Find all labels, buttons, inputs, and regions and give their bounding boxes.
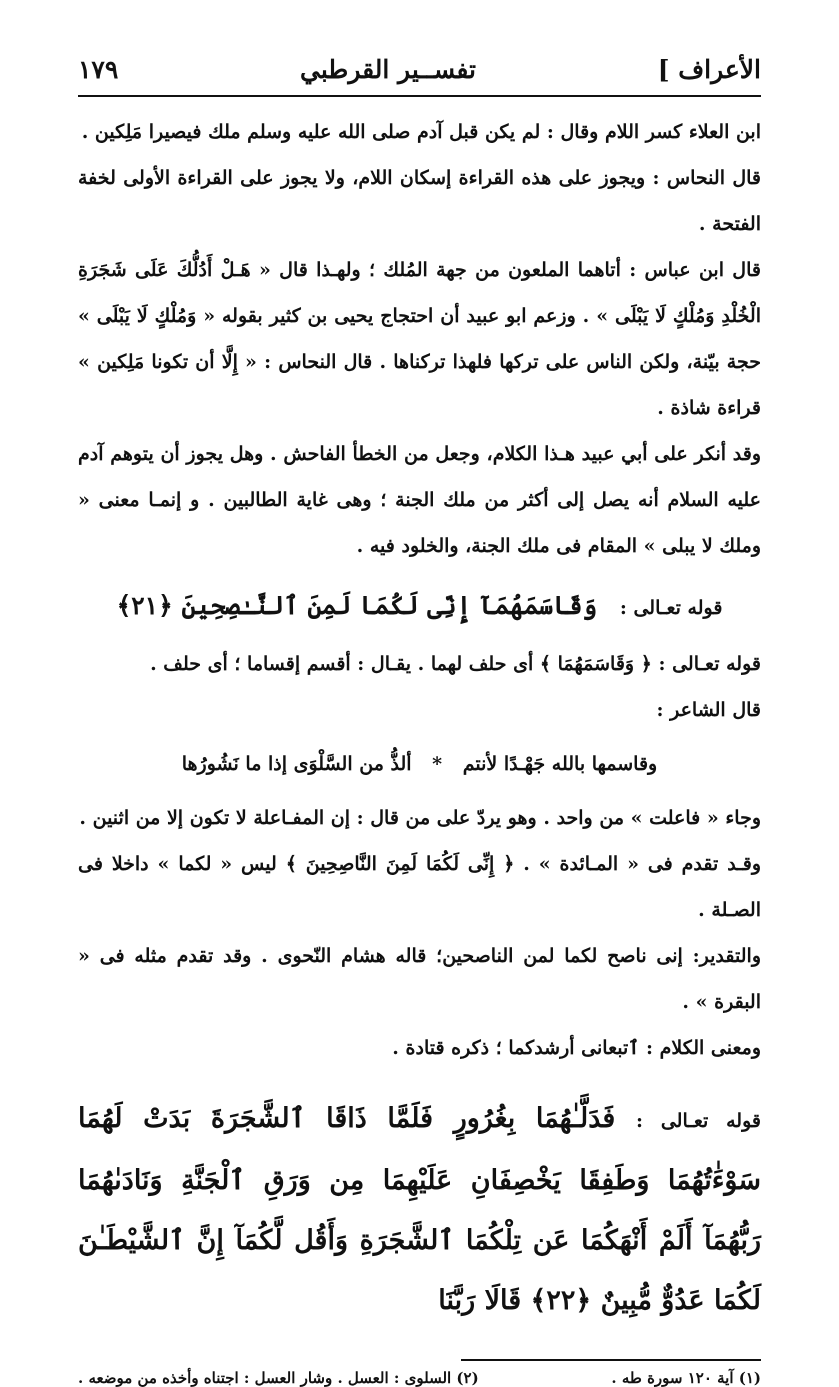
quran-verse-22 — [78, 1089, 761, 1331]
poem-separator: * — [432, 753, 443, 775]
paragraph: قوله تعـالى : ﴿ وَقَاسَمَهُمَا ﴾ أى حلف لهما . يقـال : أقسم إقساما ؛ أى حلف . — [150, 653, 761, 675]
paragraph: وقد أنكر على أبي عبيد هـذا الكلام، وجعل من الخطأ الفاحش . وهل يجوز أن يتوهم آدم عليه السلام أنه يصل إلى أكثر من ملك الجنة ؛ وهى غاية الطالبين . و إنمـا معنى « وملك لا يبلى » المقام فى ملك الجنة، والخلود فيه . — [78, 443, 761, 557]
poem-line — [78, 737, 761, 791]
footnote-rule — [461, 1359, 761, 1361]
verse-lead: قوله تعـالى : — [619, 597, 723, 619]
footnote-2: (٢) السلوى : العسل . وشار العسل : اجتناه وأخذه من موضعه . — [78, 1369, 479, 1387]
paragraph: قال ابن عباس : أتاهما الملعون من جهة المُلك ؛ ولهـذا قال « هَـلْ أَدُلُّكَ عَلَى شَجَرَةِ الْخُلْدِ وَمُلْكٍ لَا يَبْلَى » . وزعم ابو عبيد أن احتجاج يحيى بن كثير بقوله « وَمُلْكٍ لَا يَبْلَى » حجة بيّنة، ولكن الناس على تركها فلهذا تركناها . قال النحاس : « إِلَّا أن تكونا مَلِكين » قراءة شاذة . — [78, 259, 761, 419]
section-name: الأعراف ] — [657, 55, 761, 84]
paragraph: ابن العلاء كسر اللام وقال : لم يكن قبل آدم صلى الله عليه وسلم ملك فيصيرا مَلِكين . — [81, 121, 761, 143]
footnotes — [78, 1369, 761, 1387]
book-title: تفســير القرطبي — [300, 55, 476, 84]
poem-hemistich-first: وقاسمها بالله جَهْـدًا لأنتم — [462, 753, 658, 775]
paragraph: وجاء « فاعلت » من واحد . وهو يردّ على من قال : إن المفـاعلة لا تكون إلا من اثنين . — [79, 807, 761, 829]
paragraph: وقـد تقدم فى « المـائدة » . ﴿ إِنِّى لَكُمَا لَمِنَ النَّاصِحِينَ ﴾ ليس « لكما » داخلا فى الصـلة . — [78, 853, 761, 921]
paragraph: ومعنى الكلام : ٱتبعانى أرشدكما ؛ ذكره قتادة . — [392, 1037, 761, 1059]
verse-text: وَقَاسَمَهُمَآ إِنِّى لَكُمَا لَمِنَ ٱلنَّـٰصِحِينَ ﴿٢١﴾ — [116, 591, 598, 620]
verse-lead: قوله تعـالى : — [635, 1110, 761, 1132]
paragraph: قال النحاس : ويجوز على هذه القراءة إسكان اللام، ولا يجوز على القراءة الأولى لخفة الفتحة . — [78, 167, 761, 235]
verse-text: فَدَلَّـٰهُمَا بِغُرُورٍ فَلَمَّا ذَاقَا ٱلشَّجَرَةَ بَدَتْ لَهُمَا سَوْءَٰتُهُمَا وَطَفِقَا يَخْصِفَانِ عَلَيْهِمَا مِن وَرَقِ ٱلْجَنَّةِ وَنَادَىٰهُمَا رَبُّهُمَآ أَلَمْ أَنْهَكُمَا عَن تِلْكُمَا ٱلشَّجَرَةِ وَأَقُل لَّكُمَآ إِنَّ ٱلشَّيْطَـٰنَ لَكُمَا عَدُوٌّ مُّبِينٌ ﴿٢٢﴾ قَالَا رَبَّنَا — [78, 1103, 761, 1316]
paragraph: والتقدير: إنى ناصح لكما لمن الناصحين؛ قاله هشام النّحوى . وقد تقدم مثله فى « البقرة » . — [78, 945, 761, 1013]
poem-hemistich-second: ألذُّ من السَّلْوَى إذا ما نَشُورُها — [181, 753, 412, 775]
page-header — [78, 55, 761, 95]
page-number: ١٧٩ — [78, 55, 119, 84]
quran-verse-21 — [78, 579, 761, 635]
paragraph: قال الشاعر : — [656, 699, 761, 721]
footnote-1: (١) آية ١٢٠ سورة طه . — [611, 1369, 761, 1387]
header-rule — [78, 95, 761, 97]
